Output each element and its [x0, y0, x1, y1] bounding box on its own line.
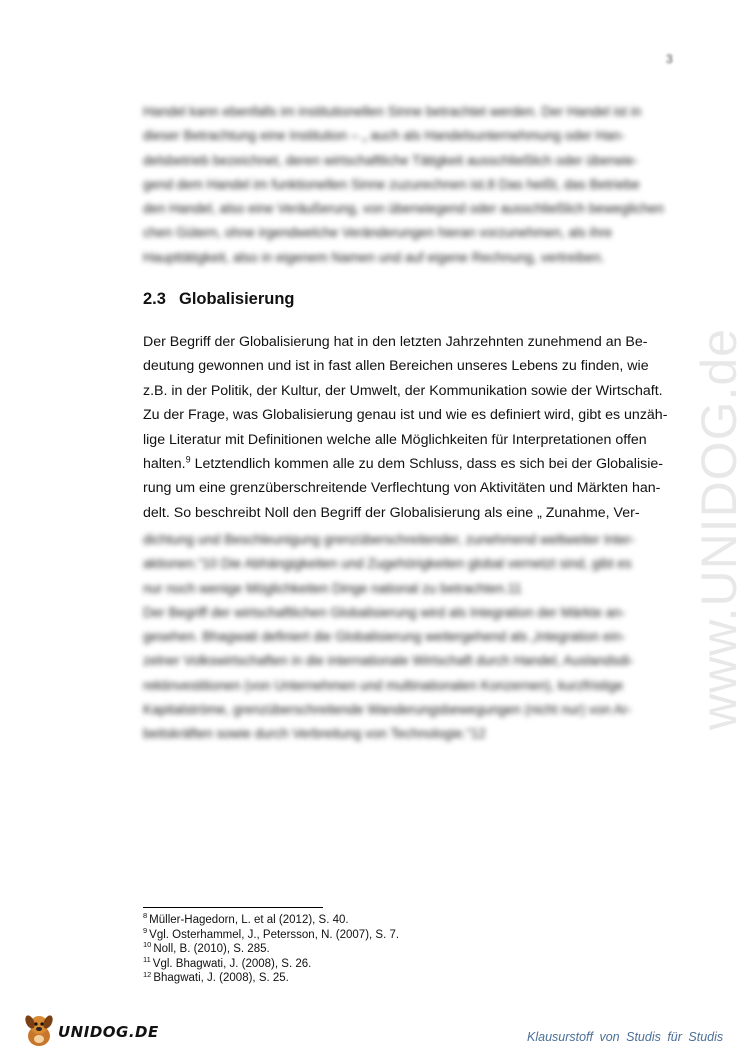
- logo-text: UNIDOG.DE: [58, 1023, 159, 1041]
- footnote-number: 11: [143, 954, 151, 964]
- footnote-text: Vgl. Bhagwati, J. (2008), S. 26.: [152, 957, 312, 970]
- blurred-line: dieser Betrachtung eine Institution – „ auch als Handelsunternehmung oder Han-: [143, 128, 625, 144]
- blurred-line: chen Gütern, ohne irgendwelche Veränderungen hieran vorzunehmen, als ihre: [143, 225, 613, 241]
- blurred-line: den Handel, also eine Veräußerung, von überwiegend oder ausschließlich beweglichen: [143, 201, 664, 217]
- blurred-paragraph-bottom: [143, 528, 680, 747]
- footnote-text: Bhagwati, J. (2008), S. 25.: [153, 972, 289, 985]
- blurred-line: rektinvestitionen (von Unternehmen und multinationalen Konzernen), kurzfristige: [143, 677, 624, 693]
- body-line: deutung gewonnen und ist in fast allen Bereichen unseres Lebens zu finden, wie: [143, 358, 649, 375]
- blurred-line: gend dem Handel im funktionellen Sinne zuzurechnen ist.8 Das heißt, das Betriebe: [143, 176, 640, 192]
- footnote-ref[interactable]: 9: [185, 454, 191, 465]
- blurred-line: aktionen.“10 Die Abhängigkeiten und Zugehörigkeiten global vernetzt sind, gibt es: [143, 556, 632, 572]
- footnote-number: 8: [143, 911, 148, 921]
- unidog-logo[interactable]: [22, 1012, 159, 1052]
- body-line: Der Begriff der Globalisierung hat in den letzten Jahrzehnten zunehmend an Be-: [143, 334, 648, 350]
- body-line: Zu der Frage, was Globalisierung genau ist und wie es definiert wird, gibt es unzäh-: [143, 407, 668, 424]
- footnote-text: Vgl. Osterhammel, J., Petersson, N. (2007), S. 7.: [149, 928, 400, 941]
- blurred-line: Handel kann ebenfalls im institutionellen Sinne betrachtet werden. Der Handel ist in: [143, 104, 642, 119]
- blurred-line: Kapitalströme, grenzüberschreitende Wanderungsbewegungen (nicht nur) von Ar-: [143, 702, 632, 718]
- blurred-line: dichtung und Beschleunigung grenzüberschreitender, zunehmend weltweiter Inter-: [143, 532, 636, 547]
- blurred-line: delsbetrieb bezeichnet, deren wirtschaftliche Tätigkeit ausschließlich oder überwie-: [143, 152, 639, 168]
- body-line: z.B. in der Politik, der Kultur, der Umwelt, der Kommunikation sowie der Wirtschaft.: [143, 382, 663, 399]
- footnote-text: Noll, B. (2010), S. 285.: [153, 943, 270, 956]
- body-text-fragment: Letztendlich kommen alle zu dem Schluss, dass es sich bei der Globalisie-: [190, 456, 663, 473]
- body-line: [143, 452, 680, 476]
- footnote: [143, 913, 399, 928]
- footnote-number: 12: [143, 969, 152, 979]
- footnote-number: 9: [143, 925, 148, 935]
- footnote: [143, 925, 400, 943]
- blurred-line: nur noch wenige Möglichkeiten Dinge national zu betrachten.11: [143, 580, 522, 596]
- blurred-line: Haupttätigkeit, also in eigenem Namen und auf eigene Rechnung, vertreiben.: [143, 249, 605, 265]
- footnote: [143, 954, 399, 972]
- body-line: rung um eine grenzüberschreitende Verflechtung von Aktivitäten und Märkten han-: [143, 480, 661, 497]
- page-number: 3: [666, 52, 673, 66]
- body-paragraph: [143, 330, 680, 525]
- section-number: 2.3: [143, 290, 166, 308]
- body-text-fragment: halten.: [143, 456, 186, 473]
- blurred-line: gesehen. Bhagwati definiert die Globalisierung weitergehend als „Integration ein-: [143, 629, 626, 645]
- footnote-number: 10: [143, 940, 152, 950]
- section-title: Globalisierung: [179, 290, 295, 308]
- body-line: delt. So beschreibt Noll den Begriff der Globalisierung als eine „ Zunahme, Ver-: [143, 504, 640, 521]
- blurred-paragraph-top: [143, 100, 680, 270]
- blurred-line: zelner Volkswirtschaften in die internationale Wirtschaft durch Handel, Auslandsdi-: [143, 653, 634, 669]
- blurred-line: beitskräften sowie durch Verbreitung von Technologie.“12: [143, 726, 486, 742]
- dog-icon: [22, 1012, 56, 1053]
- footnote: [143, 971, 399, 986]
- body-line: lige Literatur mit Definitionen welche alle Möglichkeiten für Interpretationen offen: [143, 431, 647, 448]
- footnote: [143, 942, 399, 957]
- section-heading: [143, 290, 295, 309]
- footnote-divider: [143, 907, 323, 908]
- watermark: www.UNIDOG.de: [691, 328, 747, 730]
- footnotes: [143, 913, 399, 986]
- tagline: Klausurstoff von Studis für Studis: [527, 1030, 724, 1044]
- footnote-text: Müller-Hagedorn, L. et al (2012), S. 40.: [149, 914, 349, 926]
- blurred-line: Der Begriff der wirtschaftlichen Globalisierung wird als Integration der Märkte an-: [143, 604, 626, 620]
